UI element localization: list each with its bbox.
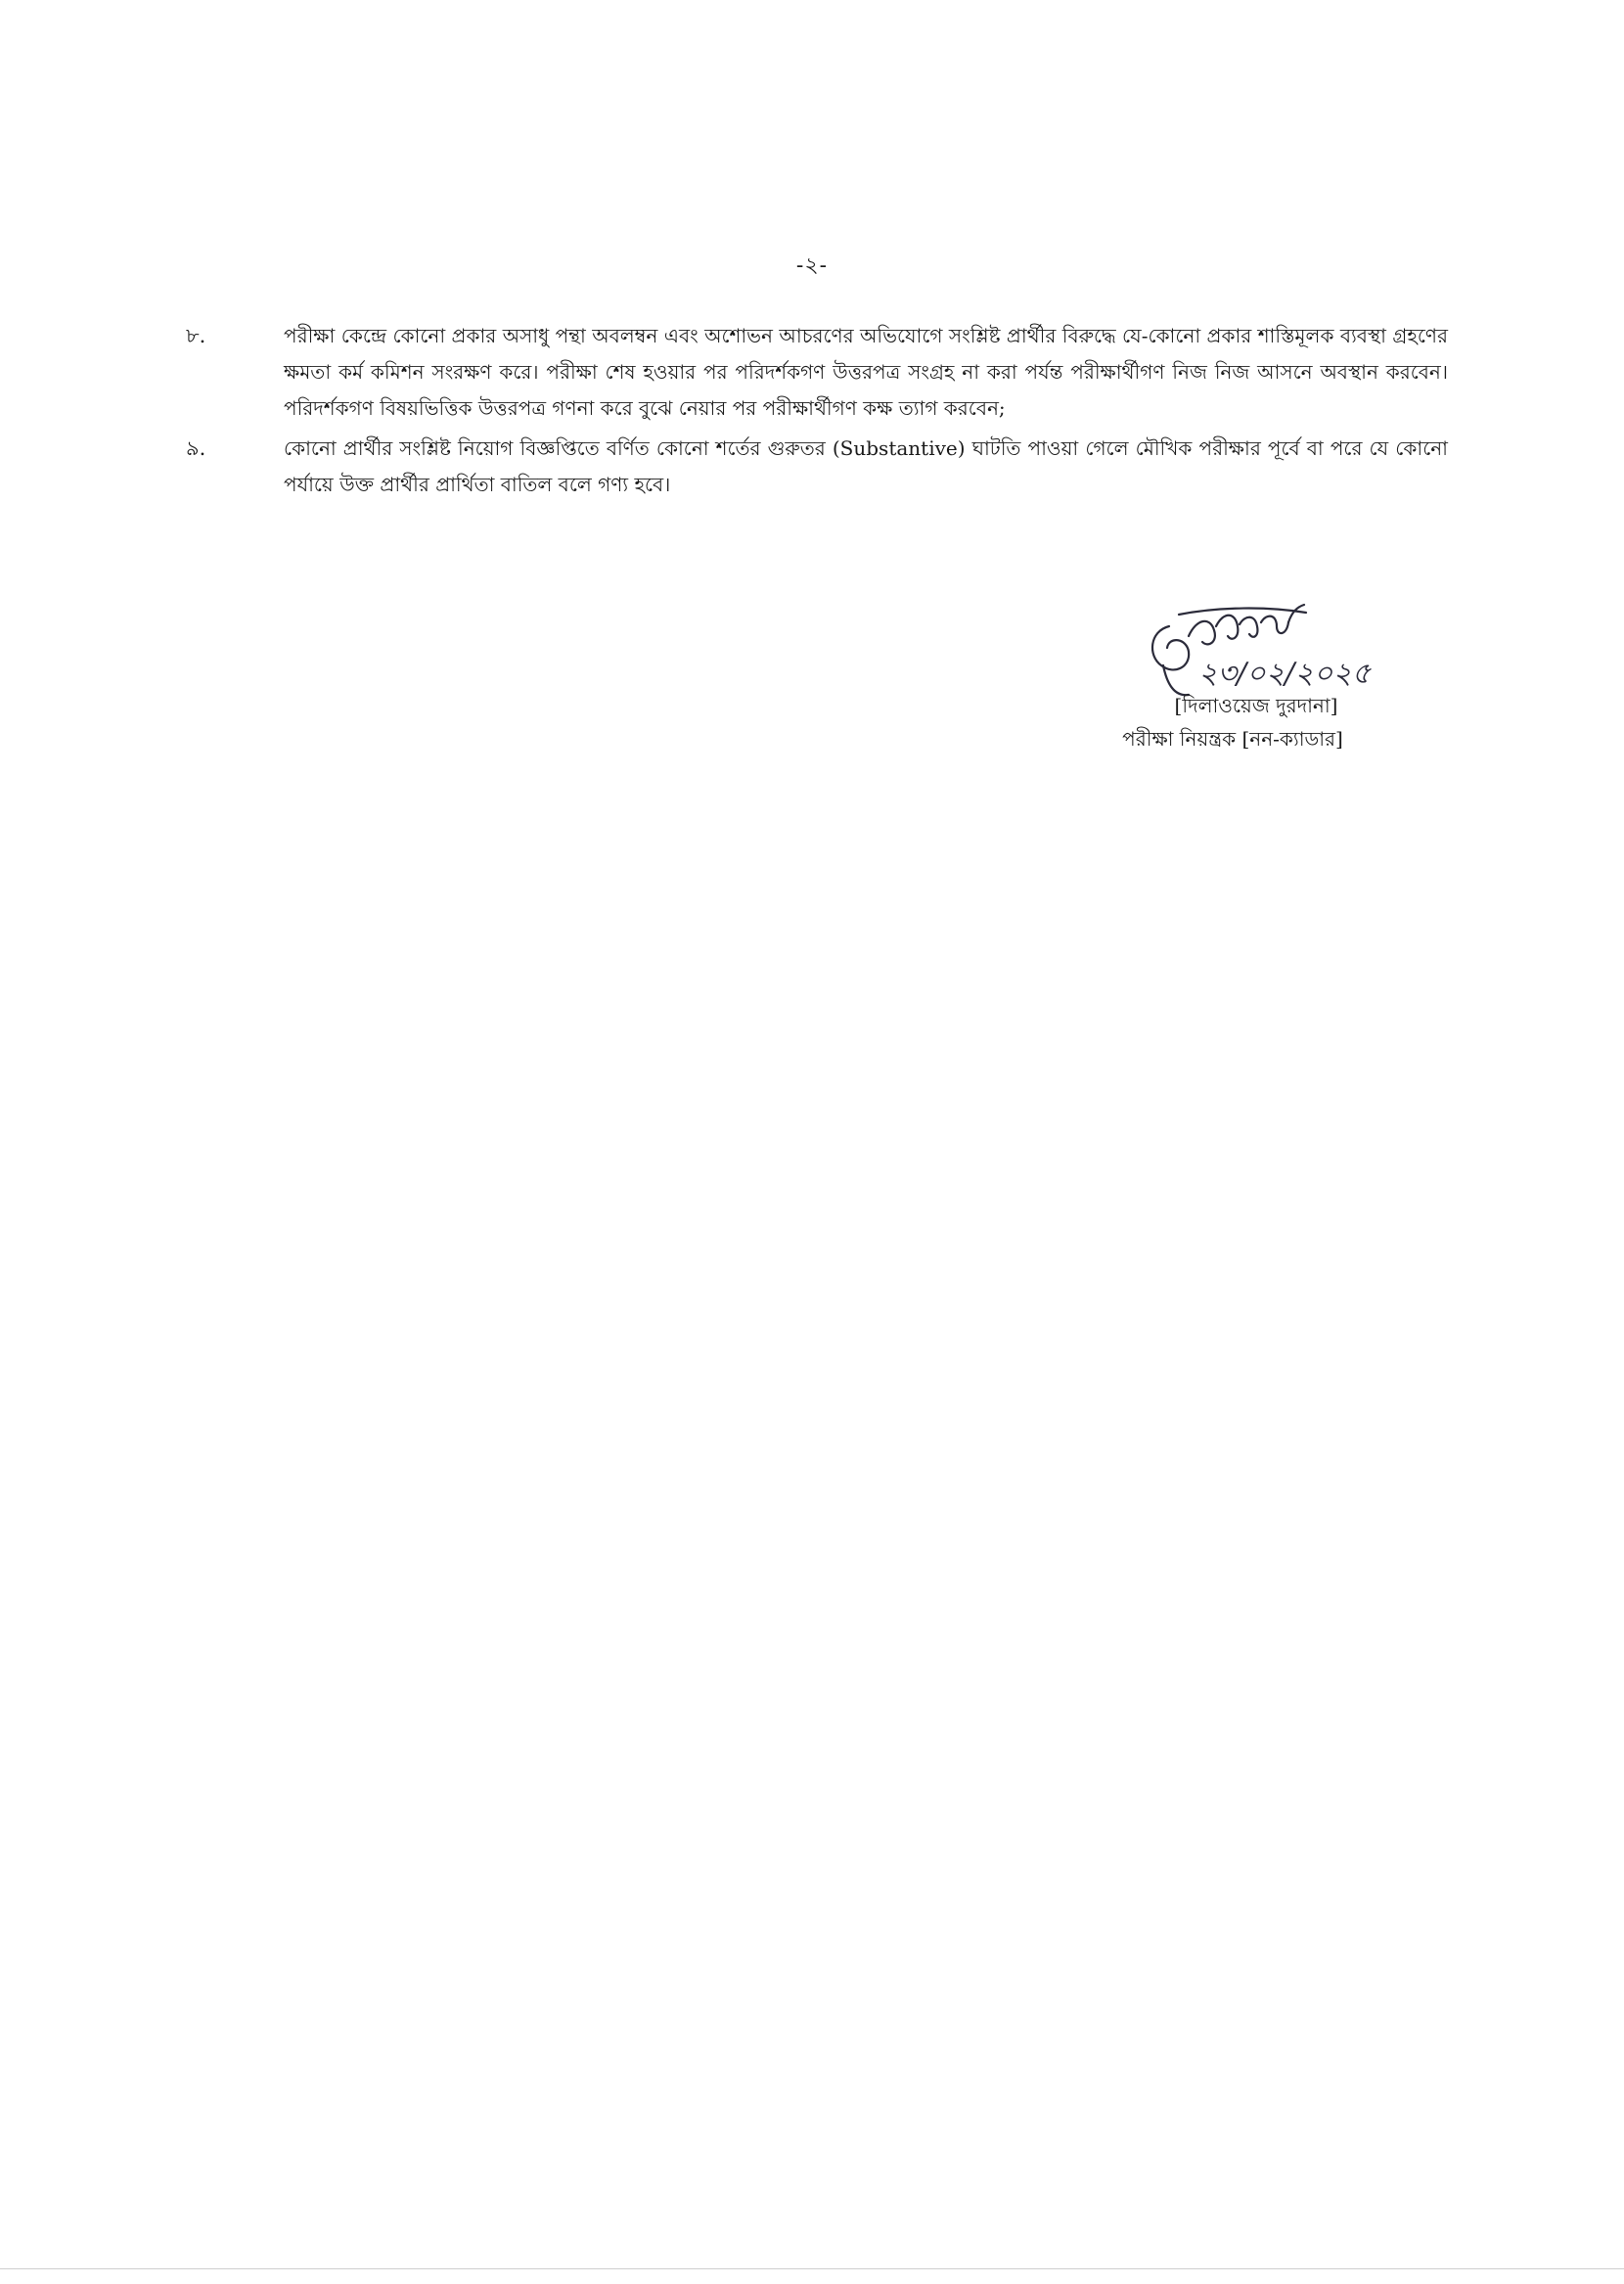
signer-name: [দিলাওয়েজ দুরদানা]	[1174, 694, 1338, 717]
clause-item	[186, 318, 1448, 427]
bottom-rule	[0, 2268, 1624, 2269]
handwritten-date: ২৩/০২/২০২৫	[1198, 657, 1372, 691]
clause-item	[186, 431, 1448, 503]
clause-list	[186, 318, 1448, 507]
signer-title: পরীক্ষা নিয়ন্ত্রক [নন-ক্যাডার]	[1122, 727, 1343, 751]
page-number: -২-	[795, 253, 829, 278]
signature-block	[1057, 597, 1409, 763]
clause-number: ৮.	[186, 324, 206, 347]
handwritten-signature	[1140, 597, 1423, 705]
clause-text: পরীক্ষা কেন্দ্রে কোনো প্রকার অসাধু পন্থা অবলম্বন এবং অশোভন আচরণের অভিযোগে সংশ্লিষ্ট প্রার্থীর বিরুদ্ধে যে-কোনো প্রকার শাস্তিমূলক ব্যবস্থা গ্রহণের ক্ষমতা কর্ম কমিশন সংরক্ষণ করে। পরীক্ষা শেষ হওয়ার পর পরিদর্শকগণ উত্তরপত্র সংগ্রহ না করা পর্যন্ত পরীক্ষার্থীগণ নিজ নিজ আসনে অবস্থান করবেন। পরিদর্শকগণ বিষয়ভিত্তিক উত্তরপত্র গণনা করে বুঝে নেয়ার পর পরীক্ষার্থীগণ কক্ষ ত্যাগ করবেন;	[284, 324, 1448, 420]
clause-text: কোনো প্রার্থীর সংশ্লিষ্ট নিয়োগ বিজ্ঞপ্তিতে বর্ণিত কোনো শর্তের গুরুতর (Substantive) ঘাটতি পাওয়া গেলে মৌখিক পরীক্ষার পূর্বে বা পরে যে কোনো পর্যায়ে উক্ত প্রার্থীর প্রার্থিতা বাতিল বলে গণ্য হবে।	[284, 436, 1448, 496]
clause-number: ৯.	[186, 436, 206, 460]
